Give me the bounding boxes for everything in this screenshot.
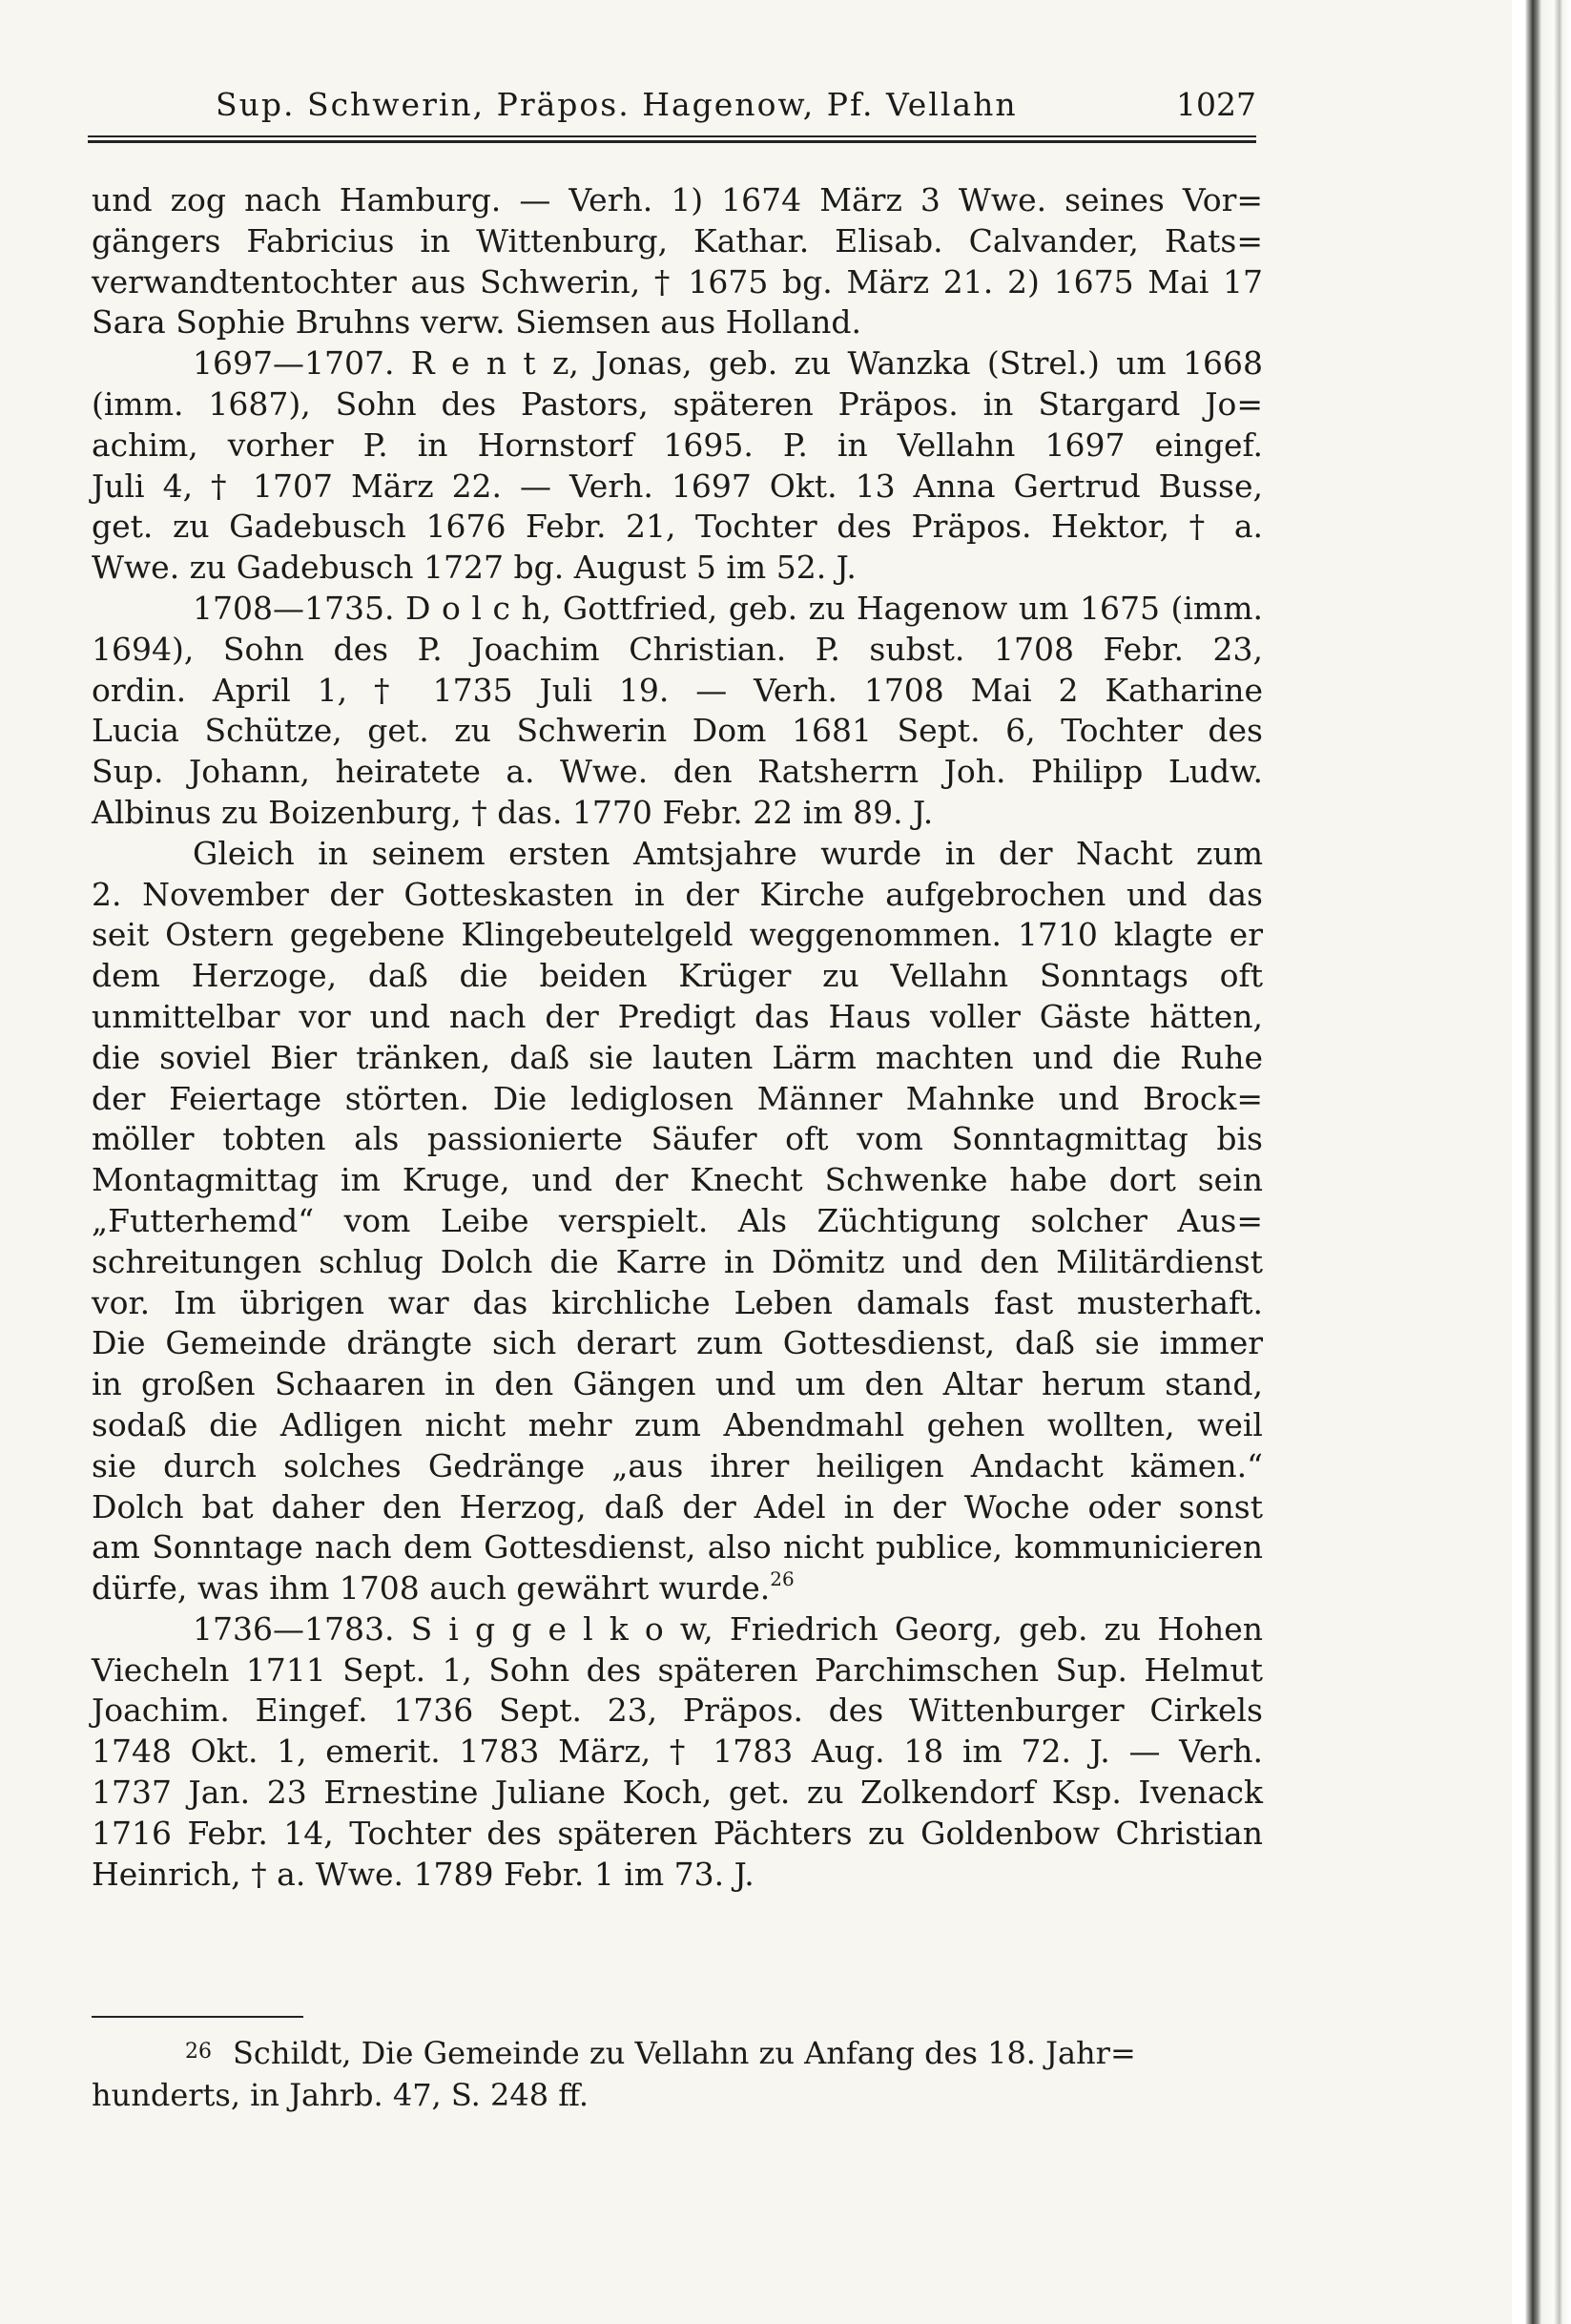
text-line: 2. November der Gotteskasten in der Kirche aufgebrochen und das	[92, 875, 1263, 913]
text-line: in großen Schaaren in den Gängen und um den Altar herum stand,	[92, 1365, 1263, 1403]
text-line: die soviel Bier tränken, daß sie lauten Lärm machten und die Ruhe	[92, 1038, 1263, 1076]
text-line: schreitungen schlug Dolch die Karre in Dömitz und den Militärdienst	[92, 1242, 1263, 1280]
text-line: Lucia Schütze, get. zu Schwerin Dom 1681 Sept. 6, Tochter des	[92, 712, 1263, 750]
footnote-number: 26	[185, 2040, 212, 2064]
text-line: Joachim. Eingef. 1736 Sept. 23, Präpos. des Wittenburger Cirkels	[92, 1691, 1263, 1730]
text-line: möller tobten als passionierte Säufer oft vom Sonntagmittag bis	[92, 1120, 1263, 1158]
text-line: (imm. 1687), Sohn des Pastors, späteren Präpos. in Stargard Jo=	[92, 384, 1263, 423]
text-line: Sup. Johann, heiratete a. Wwe. den Ratsherrn Joh. Philipp Ludw.	[92, 753, 1263, 791]
text-line: Juli 4, † 1707 März 22. — Verh. 1697 Okt. 13 Anna Gertrud Busse,	[92, 467, 1263, 505]
text-line: sodaß die Adligen nicht mehr zum Abendmahl gehen wollten, weil	[92, 1405, 1263, 1443]
text-line: Montagmittag im Kruge, und der Knecht Schwenke habe dort sein	[92, 1161, 1263, 1199]
text-line: 1737 Jan. 23 Ernestine Juliane Koch, get. zu Zolkendorf Ksp. Ivenack	[92, 1774, 1263, 1812]
text-line: Die Gemeinde drängte sich derart zum Gottesdienst, daß sie immer	[92, 1324, 1263, 1362]
footnote-text-continued: hunderts, in Jahrb. 47, S. 248 ff.	[92, 2077, 589, 2113]
book-edge	[1512, 0, 1571, 2324]
running-title: Sup. Schwerin, Präpos. Hagenow, Pf. Vellahn	[216, 86, 1018, 123]
page-number: 1027	[1176, 86, 1256, 123]
text-line: Sara Sophie Bruhns verw. Siemsen aus Holland.	[92, 303, 861, 342]
text-line: und zog nach Hamburg. — Verh. 1) 1674 März 3 Wwe. seines Vor=	[92, 181, 1263, 218]
text-line: dem Herzoge, daß die beiden Krüger zu Vellahn Sonntags oft	[92, 957, 1263, 995]
page-header	[88, 80, 1256, 141]
text-line: 1748 Okt. 1, emerit. 1783 März, † 1783 Aug. 18 im 72. J. — Verh.	[92, 1733, 1263, 1771]
footnote-reference[interactable]: 26	[770, 1567, 795, 1591]
text-line: vor. Im übrigen war das kirchliche Leben damals fast musterhaft.	[92, 1283, 1263, 1321]
text-line: 1716 Febr. 14, Tochter des späteren Pächters zu Goldenbow Christian	[92, 1814, 1263, 1852]
entry-dolch-line: 1708—1735. D o l c h, Gottfried, geb. zu Hagenow um 1675 (imm.	[193, 589, 1263, 627]
text-line: Heinrich, † a. Wwe. 1789 Febr. 1 im 73. J.	[92, 1855, 754, 1893]
footnote-line	[92, 2031, 1272, 2074]
entry-siggelkow-line: 1736—1783. S i g g e l k o w, Friedrich Georg, geb. zu Hohen	[193, 1609, 1263, 1648]
text-line: 1694), Sohn des P. Joachim Christian. P. subst. 1708 Febr. 23,	[92, 630, 1263, 668]
text-line: am Sonntage nach dem Gottesdienst, also nicht publice, kommunicieren	[92, 1528, 1263, 1567]
header-rule-thick	[88, 140, 1256, 143]
text-line: unmittelbar vor und nach der Predigt das Haus voller Gäste hätten,	[92, 997, 1263, 1035]
text-line: ordin. April 1, † 1735 Juli 19. — Verh. 1708 Mai 2 Katharine	[92, 671, 1263, 709]
text-line: gängers Fabricius in Wittenburg, Kathar. Elisab. Calvander, Rats=	[92, 221, 1263, 259]
text-line: Viecheln 1711 Sept. 1, Sohn des späteren Parchimschen Sup. Helmut	[92, 1650, 1263, 1689]
footnote-text: Schildt, Die Gemeinde zu Vellahn zu Anfang des 18. Jahr=	[233, 2035, 1136, 2071]
text-line: verwandtentochter aus Schwerin, † 1675 bg. März 21. 2) 1675 Mai 17	[92, 262, 1263, 301]
paragraph-start-line: Gleich in seinem ersten Amtsjahre wurde in der Nacht zum	[193, 834, 1263, 872]
main-text	[92, 180, 1263, 1895]
text-line: get. zu Gadebusch 1676 Febr. 21, Tochter des Präpos. Hektor, † a.	[92, 508, 1263, 546]
text-line: „Futterhemd“ vom Leibe verspielt. Als Züchtigung solcher Aus=	[92, 1201, 1263, 1239]
text-line: Dolch bat daher den Herzog, daß der Adel in der Woche oder sonst	[92, 1487, 1263, 1525]
text-line: der Feiertage störten. Die lediglosen Männer Mahnke und Brock=	[92, 1079, 1263, 1117]
text-line: achim, vorher P. in Hornstorf 1695. P. in Vellahn 1697 eingef.	[92, 425, 1263, 464]
footnote	[92, 2031, 1272, 2116]
text-line: Albinus zu Boizenburg, † das. 1770 Febr. 22 im 89. J.	[92, 793, 934, 831]
text-line: Wwe. zu Gadebusch 1727 bg. August 5 im 52. J.	[92, 549, 857, 587]
text-line: dürfe, was ihm 1708 auch gewährt wurde.	[92, 1569, 771, 1608]
text-line: seit Ostern gegebene Klingebeutelgeld weggenommen. 1710 klagte er	[92, 916, 1263, 954]
text-line: sie durch solches Gedränge „aus ihrer heiligen Andacht kämen.“	[92, 1446, 1263, 1484]
footnote-rule	[92, 2016, 303, 2018]
text-line-with-footnote	[92, 1568, 1263, 1609]
header-rule-thin	[88, 135, 1256, 137]
entry-rentz-line: 1697—1707. R e n t z, Jonas, geb. zu Wanzka (Strel.) um 1668	[193, 344, 1263, 383]
